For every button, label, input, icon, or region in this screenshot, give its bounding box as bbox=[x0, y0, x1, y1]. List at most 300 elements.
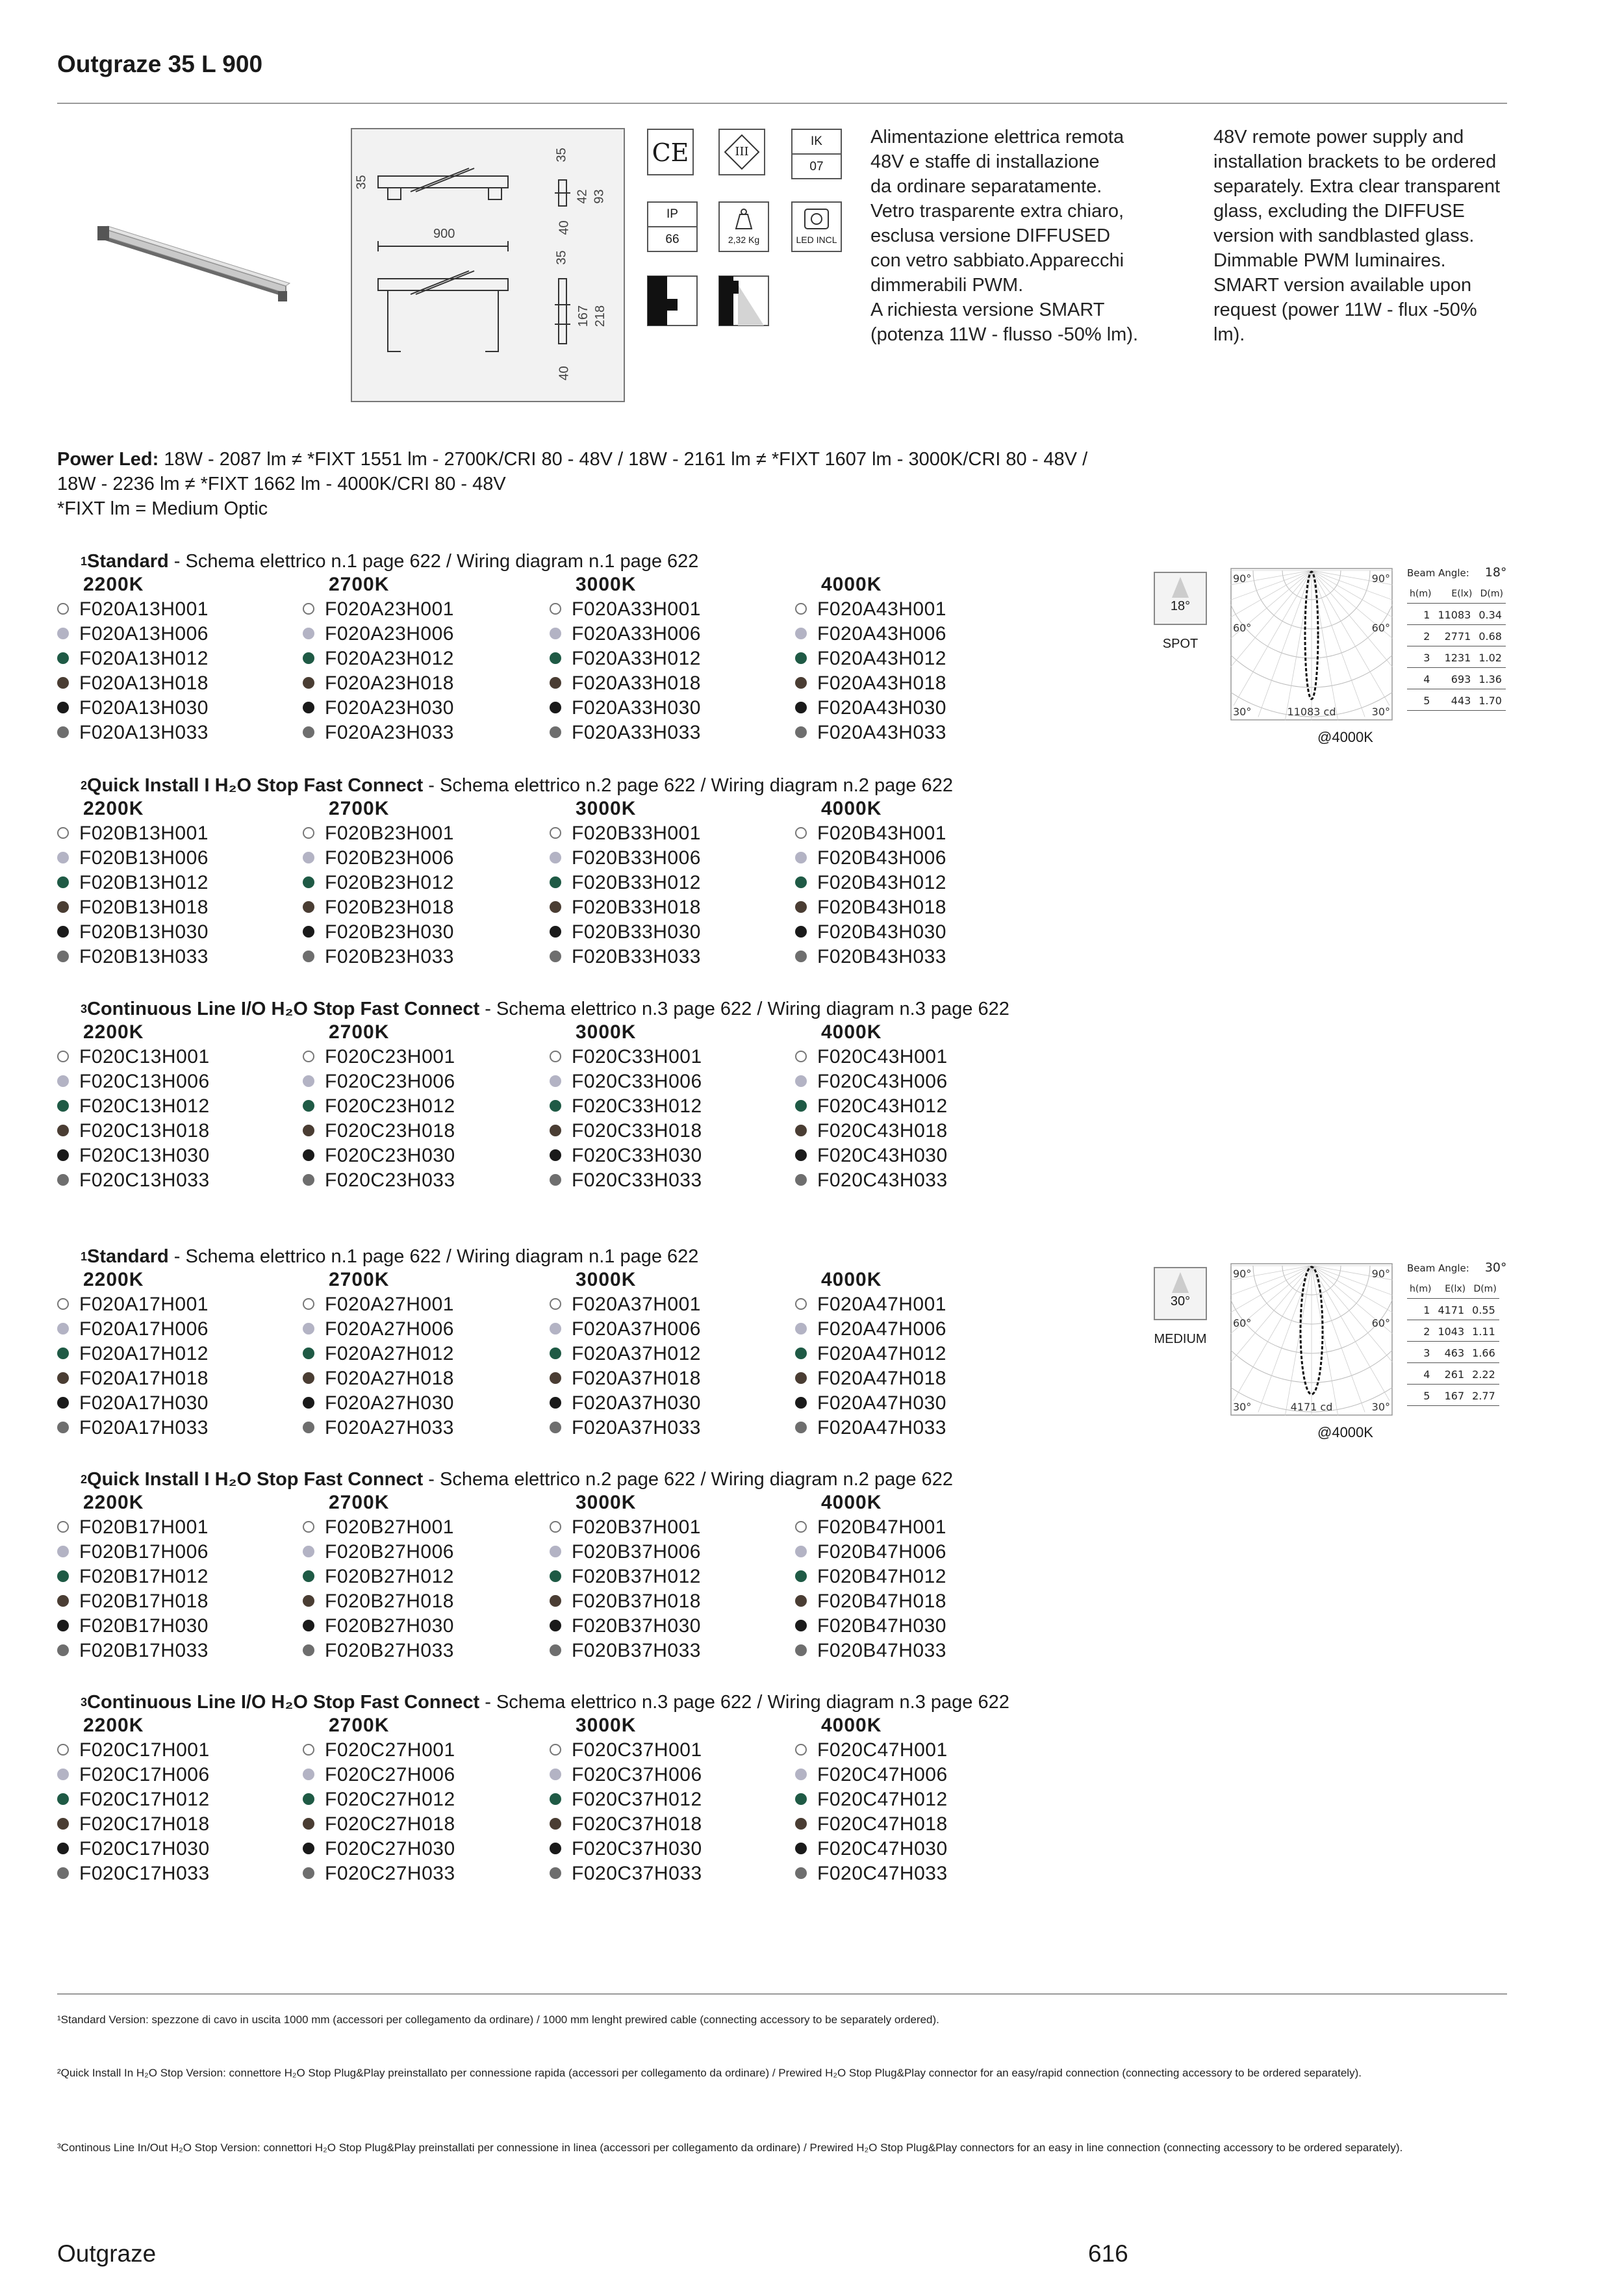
finish-color-swatch bbox=[303, 951, 314, 962]
product-code: F020A17H030 bbox=[57, 1391, 209, 1416]
product-code: F020B37H018 bbox=[550, 1589, 701, 1614]
page-title: Outgraze 35 L 900 bbox=[57, 51, 263, 77]
product-code: F020B13H018 bbox=[57, 895, 209, 920]
finish-color-swatch bbox=[795, 852, 807, 863]
product-code: F020C43H006 bbox=[795, 1069, 948, 1094]
product-code: F020A37H012 bbox=[550, 1342, 701, 1366]
product-code: F020C43H018 bbox=[795, 1119, 948, 1143]
finish-color-swatch bbox=[795, 1843, 807, 1854]
svg-text:90°: 90° bbox=[1233, 572, 1252, 585]
finish-color-swatch bbox=[550, 726, 561, 738]
color-temperature-heading: 2700K bbox=[329, 1269, 390, 1290]
product-code: F020A47H012 bbox=[795, 1342, 946, 1366]
footnote-1: ¹Standard Version: spezzone di cavo in uscita 1000 mm (accessori per collegamento da ordinare) / 1000 mm lenght prewired cable (connecting accessory to be separately ordered). bbox=[57, 2013, 939, 2026]
product-code: F020C43H012 bbox=[795, 1094, 948, 1119]
finish-color-swatch bbox=[303, 1793, 314, 1805]
product-code: F020C47H033 bbox=[795, 1861, 948, 1886]
finish-color-swatch bbox=[550, 951, 561, 962]
finish-color-swatch bbox=[57, 1769, 69, 1780]
finish-color-swatch bbox=[795, 1075, 807, 1087]
product-code: F020B23H033 bbox=[303, 945, 454, 969]
finish-color-swatch bbox=[57, 726, 69, 738]
finish-color-swatch bbox=[550, 1867, 561, 1879]
finish-color-swatch bbox=[303, 1595, 314, 1607]
product-code: F020B33H006 bbox=[550, 846, 701, 871]
product-code: F020A43H006 bbox=[795, 622, 946, 646]
product-code: F020B27H030 bbox=[303, 1614, 454, 1639]
finish-color-swatch bbox=[303, 1298, 314, 1310]
svg-text:30°: 30° bbox=[1233, 706, 1252, 718]
product-code: F020B37H033 bbox=[550, 1639, 701, 1663]
section-title: $^3$Continuous Line I/O H₂O Stop Fast Connect - Schema elettrico n.3 page 622 / Wiring diagram n.3 page 622 bbox=[81, 1692, 1009, 1713]
polar-light-distribution bbox=[1230, 568, 1393, 721]
product-code: F020A23H012 bbox=[303, 646, 454, 671]
dim-bottom-40: 40 bbox=[557, 366, 572, 381]
product-code: F020A33H006 bbox=[550, 622, 701, 646]
product-code: F020C23H018 bbox=[303, 1119, 455, 1143]
product-code: F020A47H033 bbox=[795, 1416, 946, 1440]
product-code: F020A17H001 bbox=[57, 1292, 209, 1317]
finish-color-swatch bbox=[795, 1570, 807, 1582]
product-code: F020B37H030 bbox=[550, 1614, 701, 1639]
finish-color-swatch bbox=[550, 1323, 561, 1335]
finish-color-swatch bbox=[550, 1298, 561, 1310]
finish-color-swatch bbox=[57, 1620, 69, 1631]
product-code: F020A37H018 bbox=[550, 1366, 701, 1391]
section-title: $^1$Standard - Schema elettrico n.1 page 622 / Wiring diagram n.1 page 622 bbox=[81, 1246, 699, 1267]
product-code: F020B33H001 bbox=[550, 821, 701, 846]
product-code: F020A13H033 bbox=[57, 721, 209, 745]
finish-color-swatch bbox=[550, 1397, 561, 1409]
product-code: F020B47H018 bbox=[795, 1589, 946, 1614]
product-code: F020C13H001 bbox=[57, 1045, 210, 1069]
product-code: F020B43H012 bbox=[795, 871, 946, 895]
product-code: F020C27H001 bbox=[303, 1738, 455, 1763]
product-code: F020C47H006 bbox=[795, 1763, 948, 1787]
finish-color-swatch bbox=[795, 827, 807, 839]
product-code: F020A33H012 bbox=[550, 646, 701, 671]
finish-color-swatch bbox=[795, 926, 807, 938]
product-code: F020B37H006 bbox=[550, 1540, 701, 1565]
product-code: F020A47H001 bbox=[795, 1292, 946, 1317]
mounting-wall-icon bbox=[647, 275, 698, 326]
product-code: F020A23H001 bbox=[303, 597, 454, 622]
finish-color-swatch bbox=[57, 1521, 69, 1533]
product-code: F020B17H001 bbox=[57, 1515, 209, 1540]
product-code: F020A13H018 bbox=[57, 671, 209, 696]
product-code: F020C43H033 bbox=[795, 1168, 948, 1193]
product-code: F020C17H033 bbox=[57, 1861, 210, 1886]
product-code: F020B13H006 bbox=[57, 846, 209, 871]
finish-color-swatch bbox=[57, 1843, 69, 1854]
product-code: F020B13H030 bbox=[57, 920, 209, 945]
product-code: F020C27H012 bbox=[303, 1787, 455, 1812]
product-code: F020B43H033 bbox=[795, 945, 946, 969]
product-code: F020B13H012 bbox=[57, 871, 209, 895]
finish-color-swatch bbox=[57, 951, 69, 962]
finish-color-swatch bbox=[303, 1397, 314, 1409]
product-code: F020C27H018 bbox=[303, 1812, 455, 1837]
product-code: F020A27H012 bbox=[303, 1342, 454, 1366]
product-code: F020B27H006 bbox=[303, 1540, 454, 1565]
section-title: $^2$Quick Install I H₂O Stop Fast Connect - Schema elettrico n.2 page 622 / Wiring diagram n.2 page 622 bbox=[81, 1469, 953, 1490]
product-code: F020A27H030 bbox=[303, 1391, 454, 1416]
product-code: F020B33H012 bbox=[550, 871, 701, 895]
product-code: F020C17H018 bbox=[57, 1812, 210, 1837]
finish-color-swatch bbox=[303, 1769, 314, 1780]
product-code: F020C33H001 bbox=[550, 1045, 702, 1069]
product-code: F020A17H033 bbox=[57, 1416, 209, 1440]
finish-color-swatch bbox=[795, 702, 807, 713]
finish-color-swatch bbox=[795, 1644, 807, 1656]
finish-color-swatch bbox=[795, 603, 807, 615]
color-temperature-heading: 4000K bbox=[821, 798, 882, 819]
finish-color-swatch bbox=[795, 1100, 807, 1112]
finish-color-swatch bbox=[550, 1100, 561, 1112]
finish-color-swatch bbox=[303, 1348, 314, 1359]
product-code: F020B47H033 bbox=[795, 1639, 946, 1663]
product-code: F020C13H006 bbox=[57, 1069, 210, 1094]
footnote-divider bbox=[57, 1993, 1507, 1995]
finish-color-swatch bbox=[550, 1843, 561, 1854]
product-code: F020C13H033 bbox=[57, 1168, 210, 1193]
finish-color-swatch bbox=[57, 1595, 69, 1607]
product-code: F020B27H012 bbox=[303, 1565, 454, 1589]
product-code: F020C33H033 bbox=[550, 1168, 702, 1193]
finish-color-swatch bbox=[550, 1348, 561, 1359]
optic-name: SPOT bbox=[1162, 637, 1199, 651]
color-temperature-heading: 2700K bbox=[329, 1021, 390, 1043]
finish-color-swatch bbox=[57, 1348, 69, 1359]
footer-brand: Outgraze bbox=[57, 2240, 157, 2267]
product-code: F020B27H018 bbox=[303, 1589, 454, 1614]
product-code: F020A23H018 bbox=[303, 671, 454, 696]
product-code: F020C23H012 bbox=[303, 1094, 455, 1119]
product-code: F020A13H012 bbox=[57, 646, 209, 671]
finish-color-swatch bbox=[57, 1323, 69, 1335]
finish-color-swatch bbox=[303, 1546, 314, 1557]
color-temperature-reference: @4000K bbox=[1317, 1424, 1373, 1440]
color-temperature-heading: 2700K bbox=[329, 1492, 390, 1513]
finish-color-swatch bbox=[550, 926, 561, 938]
finish-color-swatch bbox=[57, 603, 69, 615]
finish-color-swatch bbox=[550, 677, 561, 689]
color-temperature-heading: 2200K bbox=[83, 1021, 144, 1043]
finish-color-swatch bbox=[550, 1818, 561, 1830]
finish-color-swatch bbox=[303, 1174, 314, 1186]
product-code: F020A37H006 bbox=[550, 1317, 701, 1342]
power-led-specs: Power Led: 18W - 2087 lm ≠ *FIXT 1551 lm - 2700K/CRI 80 - 48V / 18W - 2161 lm ≠ *FIXT 1607 lm - 3000K/CRI 80 - 48V / 18W - 2236 lm ≠ *FIXT 1662 lm - 4000K/CRI 80 - 48V *FIXT lm = Medium Optic bbox=[57, 449, 1088, 519]
weight-icon: 2,32 Kg bbox=[718, 201, 769, 252]
color-temperature-heading: 4000K bbox=[821, 1715, 882, 1736]
product-code: F020B17H018 bbox=[57, 1589, 209, 1614]
finish-color-swatch bbox=[795, 1521, 807, 1533]
finish-color-swatch bbox=[795, 1769, 807, 1780]
finish-color-swatch bbox=[57, 1298, 69, 1310]
finish-color-swatch bbox=[550, 628, 561, 639]
product-code: F020A43H012 bbox=[795, 646, 946, 671]
finish-color-swatch bbox=[57, 1075, 69, 1087]
finish-color-swatch bbox=[303, 1125, 314, 1136]
product-code: F020C43H030 bbox=[795, 1143, 948, 1168]
finish-color-swatch bbox=[795, 1298, 807, 1310]
header-divider bbox=[57, 103, 1507, 104]
product-code: F020A37H001 bbox=[550, 1292, 701, 1317]
finish-color-swatch bbox=[550, 1149, 561, 1161]
finish-color-swatch bbox=[57, 1546, 69, 1557]
dim-bottom-35: 35 bbox=[554, 250, 569, 265]
dim-93: 93 bbox=[592, 189, 607, 204]
finish-color-swatch bbox=[303, 1744, 314, 1756]
color-temperature-heading: 2200K bbox=[83, 1715, 144, 1736]
finish-color-swatch bbox=[795, 1620, 807, 1631]
finish-color-swatch bbox=[550, 1521, 561, 1533]
color-temperature-heading: 4000K bbox=[821, 1492, 882, 1513]
product-code: F020C33H006 bbox=[550, 1069, 702, 1094]
dim-167: 167 bbox=[576, 305, 591, 327]
product-code: F020B47H012 bbox=[795, 1565, 946, 1589]
product-code: F020A13H030 bbox=[57, 696, 209, 721]
finish-color-swatch bbox=[57, 702, 69, 713]
product-code: F020A17H018 bbox=[57, 1366, 209, 1391]
product-code: F020B47H001 bbox=[795, 1515, 946, 1540]
product-code: F020A37H033 bbox=[550, 1416, 701, 1440]
finish-color-swatch bbox=[795, 1125, 807, 1136]
color-temperature-heading: 2700K bbox=[329, 1715, 390, 1736]
product-code: F020C47H001 bbox=[795, 1738, 948, 1763]
finish-color-swatch bbox=[303, 827, 314, 839]
finish-color-swatch bbox=[795, 1744, 807, 1756]
finish-color-swatch bbox=[303, 1521, 314, 1533]
color-temperature-heading: 2200K bbox=[83, 1492, 144, 1513]
class-iii-icon: III bbox=[718, 129, 765, 175]
finish-color-swatch bbox=[795, 1372, 807, 1384]
finish-color-swatch bbox=[303, 677, 314, 689]
product-code: F020A23H033 bbox=[303, 721, 454, 745]
product-code: F020A47H018 bbox=[795, 1366, 946, 1391]
dim-height: 35 bbox=[354, 175, 369, 190]
svg-text:30°: 30° bbox=[1233, 1401, 1252, 1413]
product-code: F020C33H030 bbox=[550, 1143, 702, 1168]
dim-40: 40 bbox=[557, 220, 572, 235]
product-code: F020A27H001 bbox=[303, 1292, 454, 1317]
product-code: F020C23H033 bbox=[303, 1168, 455, 1193]
product-code: F020B23H030 bbox=[303, 920, 454, 945]
finish-color-swatch bbox=[550, 702, 561, 713]
product-code: F020A23H030 bbox=[303, 696, 454, 721]
color-temperature-heading: 3000K bbox=[576, 574, 637, 595]
product-code: F020B23H006 bbox=[303, 846, 454, 871]
svg-text:60°: 60° bbox=[1233, 1317, 1252, 1329]
product-code: F020C33H012 bbox=[550, 1094, 702, 1119]
finish-color-swatch bbox=[303, 1570, 314, 1582]
color-temperature-heading: 3000K bbox=[576, 1492, 637, 1513]
product-code: F020A43H030 bbox=[795, 696, 946, 721]
product-code: F020B33H030 bbox=[550, 920, 701, 945]
svg-text:30°: 30° bbox=[1371, 706, 1390, 718]
finish-color-swatch bbox=[303, 1867, 314, 1879]
finish-color-swatch bbox=[57, 1051, 69, 1062]
product-code: F020C37H018 bbox=[550, 1812, 702, 1837]
product-code: F020C23H030 bbox=[303, 1143, 455, 1168]
product-code: F020B13H001 bbox=[57, 821, 209, 846]
finish-color-swatch bbox=[57, 901, 69, 913]
product-code: F020C37H033 bbox=[550, 1861, 702, 1886]
color-temperature-heading: 4000K bbox=[821, 1021, 882, 1043]
finish-color-swatch bbox=[303, 1644, 314, 1656]
finish-color-swatch bbox=[795, 1867, 807, 1879]
finish-color-swatch bbox=[57, 1397, 69, 1409]
product-code: F020C27H006 bbox=[303, 1763, 455, 1787]
product-code: F020C47H030 bbox=[795, 1837, 948, 1861]
finish-color-swatch bbox=[795, 1422, 807, 1433]
product-code: F020B17H012 bbox=[57, 1565, 209, 1589]
finish-color-swatch bbox=[57, 1570, 69, 1582]
product-code: F020C13H012 bbox=[57, 1094, 210, 1119]
finish-color-swatch bbox=[303, 1149, 314, 1161]
finish-color-swatch bbox=[795, 1397, 807, 1409]
finish-color-swatch bbox=[57, 1174, 69, 1186]
product-code: F020A33H030 bbox=[550, 696, 701, 721]
finish-color-swatch bbox=[303, 852, 314, 863]
svg-text:90°: 90° bbox=[1371, 1268, 1390, 1280]
finish-color-swatch bbox=[57, 628, 69, 639]
finish-color-swatch bbox=[303, 1422, 314, 1433]
finish-color-swatch bbox=[303, 1818, 314, 1830]
finish-color-swatch bbox=[550, 1570, 561, 1582]
svg-text:30°: 30° bbox=[1371, 1401, 1390, 1413]
finish-color-swatch bbox=[550, 901, 561, 913]
finish-color-swatch bbox=[57, 652, 69, 664]
finish-color-swatch bbox=[550, 1595, 561, 1607]
product-code: F020A43H018 bbox=[795, 671, 946, 696]
finish-color-swatch bbox=[795, 726, 807, 738]
finish-color-swatch bbox=[303, 1100, 314, 1112]
section-title: $^2$Quick Install I H₂O Stop Fast Connect - Schema elettrico n.2 page 622 / Wiring diagram n.2 page 622 bbox=[81, 775, 953, 796]
product-code: F020B47H030 bbox=[795, 1614, 946, 1639]
product-code: F020C47H012 bbox=[795, 1787, 948, 1812]
color-temperature-heading: 3000K bbox=[576, 1269, 637, 1290]
product-code: F020C43H001 bbox=[795, 1045, 948, 1069]
color-temperature-heading: 4000K bbox=[821, 574, 882, 595]
finish-color-swatch bbox=[795, 1149, 807, 1161]
finish-color-swatch bbox=[303, 726, 314, 738]
finish-color-swatch bbox=[57, 852, 69, 863]
svg-text:11083 cd: 11083 cd bbox=[1287, 706, 1336, 718]
finish-color-swatch bbox=[57, 1149, 69, 1161]
finish-color-swatch bbox=[795, 1323, 807, 1335]
color-temperature-heading: 2200K bbox=[83, 1269, 144, 1290]
product-code: F020A33H033 bbox=[550, 721, 701, 745]
finish-color-swatch bbox=[550, 1051, 561, 1062]
finish-color-swatch bbox=[303, 702, 314, 713]
product-code: F020A33H001 bbox=[550, 597, 701, 622]
finish-color-swatch bbox=[795, 1818, 807, 1830]
product-code: F020A27H006 bbox=[303, 1317, 454, 1342]
finish-color-swatch bbox=[303, 628, 314, 639]
optic-badge: 30° bbox=[1154, 1267, 1207, 1320]
finish-color-swatch bbox=[550, 1644, 561, 1656]
product-code: F020C37H012 bbox=[550, 1787, 702, 1812]
ip-rating: IP 66 bbox=[647, 201, 698, 252]
product-code: F020C37H001 bbox=[550, 1738, 702, 1763]
product-code: F020B37H012 bbox=[550, 1565, 701, 1589]
description-english: 48V remote power supply and installation brackets to be ordered separately. Extra clear transparent glass, excluding the DIFFUSE version with sandblasted glass. Dimmable PWM luminaires. SMART version available upon request (power 11W - flux -50% lm). bbox=[1213, 127, 1501, 345]
finish-color-swatch bbox=[550, 876, 561, 888]
finish-color-swatch bbox=[795, 876, 807, 888]
finish-color-swatch bbox=[550, 1174, 561, 1186]
product-code: F020B17H030 bbox=[57, 1614, 209, 1639]
product-code: F020B43H006 bbox=[795, 846, 946, 871]
finish-color-swatch bbox=[550, 1546, 561, 1557]
finish-color-swatch bbox=[57, 1793, 69, 1805]
finish-color-swatch bbox=[57, 1422, 69, 1433]
finish-color-swatch bbox=[57, 1818, 69, 1830]
finish-color-swatch bbox=[550, 852, 561, 863]
product-code: F020B13H033 bbox=[57, 945, 209, 969]
technical-drawing bbox=[351, 128, 625, 402]
polar-light-distribution bbox=[1230, 1263, 1393, 1416]
ce-mark-icon: CE bbox=[647, 129, 694, 175]
color-temperature-heading: 2200K bbox=[83, 798, 144, 819]
product-code: F020B43H018 bbox=[795, 895, 946, 920]
finish-color-swatch bbox=[550, 1620, 561, 1631]
dim-length: 900 bbox=[433, 227, 455, 241]
product-code: F020C27H030 bbox=[303, 1837, 455, 1861]
product-code: F020C33H018 bbox=[550, 1119, 702, 1143]
finish-color-swatch bbox=[57, 1744, 69, 1756]
product-code: F020B43H030 bbox=[795, 920, 946, 945]
finish-color-swatch bbox=[550, 1422, 561, 1433]
product-code: F020A13H006 bbox=[57, 622, 209, 646]
color-temperature-heading: 2700K bbox=[329, 574, 390, 595]
dim-42: 42 bbox=[575, 189, 590, 204]
product-image bbox=[91, 195, 299, 312]
product-code: F020A43H033 bbox=[795, 721, 946, 745]
finish-color-swatch bbox=[303, 926, 314, 938]
finish-color-swatch bbox=[550, 652, 561, 664]
product-code: F020B23H018 bbox=[303, 895, 454, 920]
finish-color-swatch bbox=[303, 1843, 314, 1854]
finish-color-swatch bbox=[57, 1125, 69, 1136]
svg-text:90°: 90° bbox=[1233, 1268, 1252, 1280]
finish-color-swatch bbox=[57, 926, 69, 938]
product-code: F020C23H006 bbox=[303, 1069, 455, 1094]
color-temperature-heading: 3000K bbox=[576, 1715, 637, 1736]
finish-color-swatch bbox=[303, 1372, 314, 1384]
finish-color-swatch bbox=[795, 1595, 807, 1607]
finish-color-swatch bbox=[550, 603, 561, 615]
finish-color-swatch bbox=[303, 1075, 314, 1087]
product-code: F020C47H018 bbox=[795, 1812, 948, 1837]
finish-color-swatch bbox=[303, 1620, 314, 1631]
product-code: F020A13H001 bbox=[57, 597, 209, 622]
section-title: $^1$Standard - Schema elettrico n.1 page 622 / Wiring diagram n.1 page 622 bbox=[81, 551, 699, 572]
finish-color-swatch bbox=[550, 827, 561, 839]
footnote-3: ³Continous Line In/Out H₂O Stop Version: connettori H₂O Stop Plug&Play preinstallati per connessione in linea (accessori per collegamento da ordinare) / Prewired H₂O Stop Plug&Play connectors for an easy in line connection (connecting accessory to be ordered separately). bbox=[57, 2141, 1403, 2154]
product-code: F020C17H030 bbox=[57, 1837, 210, 1861]
product-code: F020A17H006 bbox=[57, 1317, 209, 1342]
color-temperature-heading: 2700K bbox=[329, 798, 390, 819]
product-code: F020C37H030 bbox=[550, 1837, 702, 1861]
product-code: F020B27H033 bbox=[303, 1639, 454, 1663]
finish-color-swatch bbox=[795, 1051, 807, 1062]
product-code: F020B33H018 bbox=[550, 895, 701, 920]
finish-color-swatch bbox=[795, 1793, 807, 1805]
product-code: F020A27H033 bbox=[303, 1416, 454, 1440]
ik-rating: IK 07 bbox=[791, 129, 842, 179]
product-code: F020A47H030 bbox=[795, 1391, 946, 1416]
